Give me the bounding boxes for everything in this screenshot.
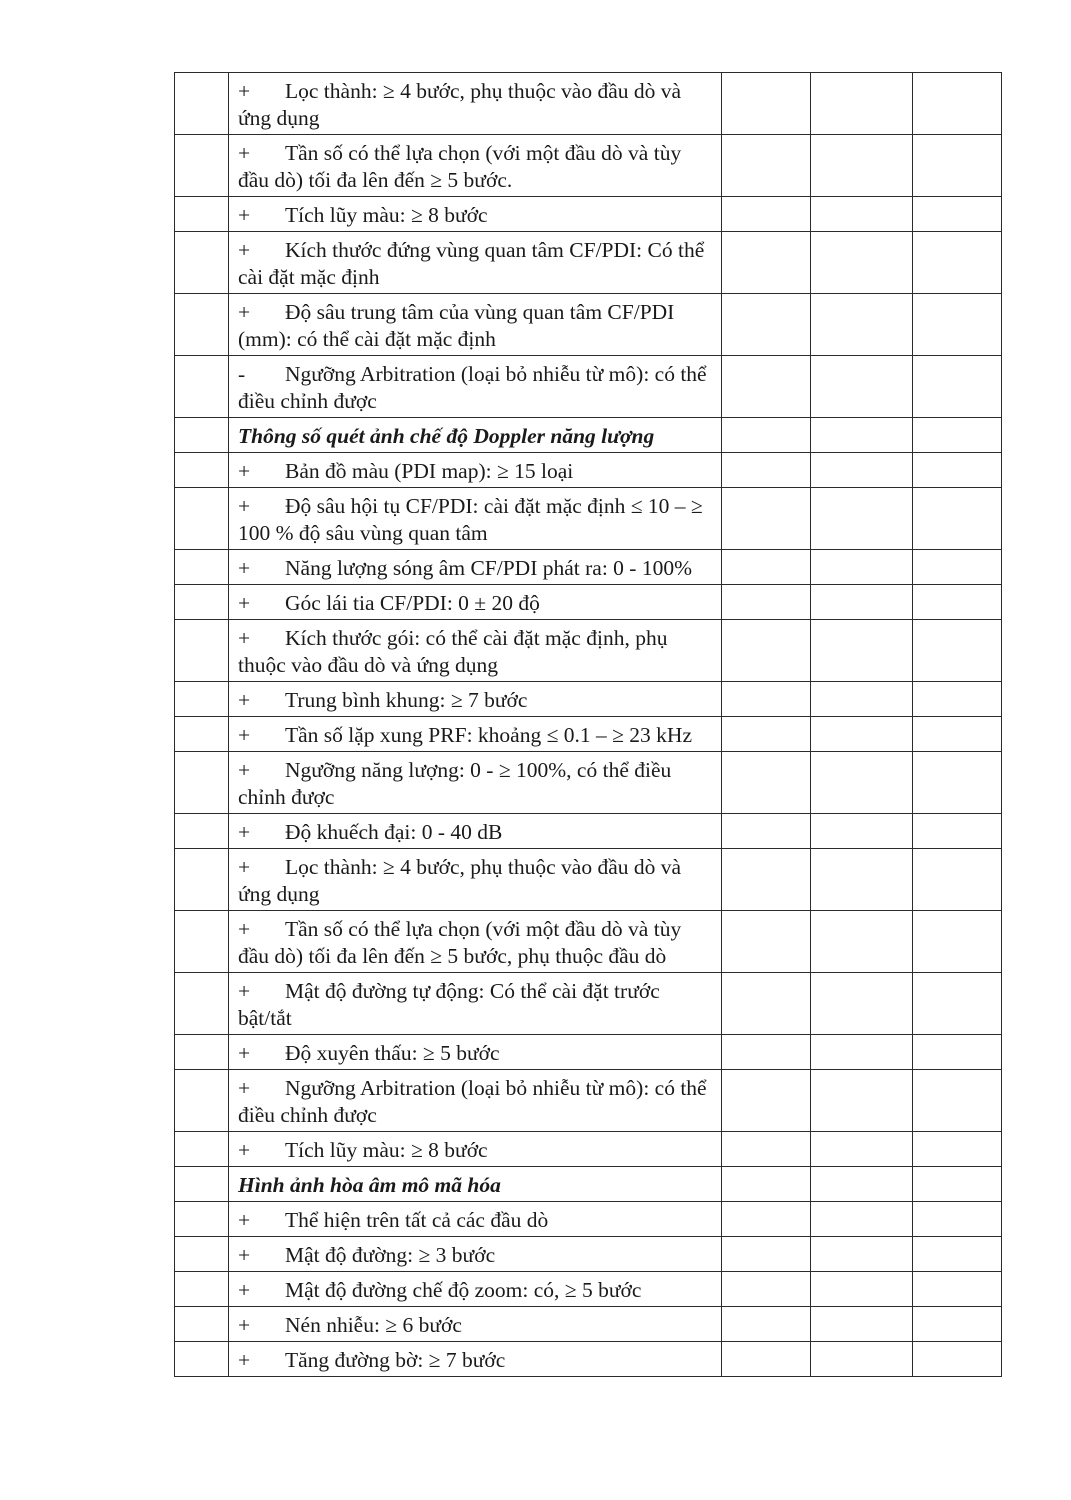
response-cell [722,197,811,232]
spec-row [175,356,1002,418]
spec-row [175,585,1002,620]
spec-text: Tần số có thể lựa chọn (với một đầu dò và tùy đầu dò) tối đa lên đến ≥ 5 bước, phụ thuộc đầu dò [238,917,682,968]
spec-cell [229,1307,722,1342]
note-cell [913,620,1002,682]
spec-row [175,620,1002,682]
spec-row [175,73,1002,135]
bullet-mark: + [238,556,251,580]
spec-row [175,232,1002,294]
bullet-mark: + [238,1313,251,1337]
spec-text: Trung bình khung: ≥ 7 bước [285,688,528,712]
response-cell [722,1070,811,1132]
row-number-cell [175,620,229,682]
row-number-cell [175,418,229,453]
spec-text: Lọc thành: ≥ 4 bước, phụ thuộc vào đầu dò và ứng dụng [238,79,682,130]
spec-text: Góc lái tia CF/PDI: 0 ± 20 độ [285,591,540,615]
row-number-cell [175,73,229,135]
spec-row [175,849,1002,911]
row-number-cell [175,752,229,814]
note-cell [913,1035,1002,1070]
row-number-cell [175,1237,229,1272]
row-number-cell [175,1070,229,1132]
row-number-cell [175,1167,229,1202]
note-cell [913,232,1002,294]
spec-row [175,294,1002,356]
spec-text: Độ sâu trung tâm của vùng quan tâm CF/PDI (mm): có thể cài đặt mặc định [238,300,675,351]
row-number-cell [175,1342,229,1377]
spec-row [175,1070,1002,1132]
bullet-mark: + [238,1243,251,1267]
spec-cell [229,550,722,585]
bullet-mark: + [238,626,251,650]
response-cell [722,1342,811,1377]
evaluation-cell [811,550,913,585]
evaluation-cell [811,752,913,814]
spec-text: Tần số có thể lựa chọn (với một đầu dò và tùy đầu dò) tối đa lên đến ≥ 5 bước. [238,141,682,192]
row-number-cell [175,356,229,418]
row-number-cell [175,232,229,294]
spec-cell [229,682,722,717]
bullet-mark: + [238,688,251,712]
spec-text: Độ khuếch đại: 0 - 40 dB [285,820,503,844]
note-cell [913,814,1002,849]
response-cell [722,1167,811,1202]
spec-cell [229,1237,722,1272]
section-heading: Hình ảnh hòa âm mô mã hóa [229,1167,722,1202]
bullet-mark: + [238,238,251,262]
row-number-cell [175,1035,229,1070]
section-heading: Thông số quét ảnh chế độ Doppler năng lượng [229,418,722,453]
response-cell [722,814,811,849]
spec-row [175,1237,1002,1272]
spec-row [175,973,1002,1035]
response-cell [722,1132,811,1167]
response-cell [722,752,811,814]
note-cell [913,1202,1002,1237]
spec-table-body [175,73,1002,1377]
spec-cell [229,1035,722,1070]
spec-row [175,1342,1002,1377]
spec-row [175,717,1002,752]
response-cell [722,356,811,418]
response-cell [722,488,811,550]
note-cell [913,849,1002,911]
bullet-mark: + [238,203,251,227]
row-number-cell [175,814,229,849]
spec-row [175,814,1002,849]
spec-cell [229,1202,722,1237]
evaluation-cell [811,488,913,550]
response-cell [722,232,811,294]
spec-text: Mật độ đường tự động: Có thể cài đặt trước bật/tắt [238,979,660,1030]
response-cell [722,294,811,356]
spec-row [175,682,1002,717]
evaluation-cell [811,1035,913,1070]
bullet-mark: + [238,459,251,483]
note-cell [913,973,1002,1035]
spec-cell [229,620,722,682]
spec-row [175,1035,1002,1070]
bullet-mark: + [238,591,251,615]
evaluation-cell [811,1307,913,1342]
response-cell [722,1202,811,1237]
bullet-mark: + [238,820,251,844]
spec-cell [229,717,722,752]
response-cell [722,73,811,135]
bullet-mark: + [238,300,251,324]
spec-row [175,1272,1002,1307]
evaluation-cell [811,973,913,1035]
evaluation-cell [811,849,913,911]
spec-text: Ngưỡng Arbitration (loại bỏ nhiễu từ mô): có thể điều chỉnh được [238,362,707,413]
bullet-mark: + [238,723,251,747]
row-number-cell [175,294,229,356]
spec-text: Độ sâu hội tụ CF/PDI: cài đặt mặc định ≤ 10 – ≥ 100 % độ sâu vùng quan tâm [238,494,703,545]
spec-cell [229,197,722,232]
spec-cell [229,1342,722,1377]
spec-text: Tần số lặp xung PRF: khoảng ≤ 0.1 – ≥ 23 kHz [285,723,692,747]
evaluation-cell [811,620,913,682]
spec-cell [229,973,722,1035]
note-cell [913,911,1002,973]
spec-text: Mật độ đường: ≥ 3 bước [285,1243,496,1267]
row-number-cell [175,197,229,232]
row-number-cell [175,973,229,1035]
response-cell [722,849,811,911]
response-cell [722,135,811,197]
spec-cell [229,585,722,620]
section-heading-row [175,1167,1002,1202]
response-cell [722,973,811,1035]
row-number-cell [175,135,229,197]
evaluation-cell [811,1070,913,1132]
spec-text: Độ xuyên thấu: ≥ 5 bước [285,1041,500,1065]
row-number-cell [175,453,229,488]
note-cell [913,356,1002,418]
evaluation-cell [811,585,913,620]
note-cell [913,418,1002,453]
spec-cell [229,1132,722,1167]
evaluation-cell [811,911,913,973]
row-number-cell [175,682,229,717]
evaluation-cell [811,1167,913,1202]
row-number-cell [175,717,229,752]
note-cell [913,197,1002,232]
note-cell [913,1342,1002,1377]
spec-text: Nén nhiễu: ≥ 6 bước [285,1313,462,1337]
note-cell [913,135,1002,197]
spec-cell [229,453,722,488]
response-cell [722,1307,811,1342]
bullet-mark: + [238,979,251,1003]
note-cell [913,294,1002,356]
bullet-mark: + [238,855,251,879]
bullet-mark: + [238,917,251,941]
spec-row [175,453,1002,488]
bullet-mark: - [238,362,246,386]
evaluation-cell [811,356,913,418]
spec-cell [229,814,722,849]
row-number-cell [175,1202,229,1237]
response-cell [722,717,811,752]
evaluation-cell [811,1132,913,1167]
spec-text: Ngưỡng Arbitration (loại bỏ nhiễu từ mô): có thể điều chỉnh được [238,1076,707,1127]
evaluation-cell [811,1202,913,1237]
note-cell [913,1307,1002,1342]
evaluation-cell [811,1272,913,1307]
spec-row [175,1202,1002,1237]
evaluation-cell [811,232,913,294]
note-cell [913,752,1002,814]
spec-table [174,72,1002,1377]
row-number-cell [175,550,229,585]
row-number-cell [175,1307,229,1342]
spec-row [175,752,1002,814]
spec-cell [229,73,722,135]
response-cell [722,453,811,488]
spec-cell [229,1070,722,1132]
note-cell [913,73,1002,135]
evaluation-cell [811,453,913,488]
spec-cell [229,135,722,197]
spec-text: Năng lượng sóng âm CF/PDI phát ra: 0 - 100% [285,556,692,580]
spec-cell [229,911,722,973]
note-cell [913,717,1002,752]
evaluation-cell [811,197,913,232]
spec-row [175,488,1002,550]
spec-cell [229,356,722,418]
note-cell [913,1237,1002,1272]
note-cell [913,488,1002,550]
spec-text: Bản đồ màu (PDI map): ≥ 15 loại [285,459,574,483]
evaluation-cell [811,1342,913,1377]
bullet-mark: + [238,494,251,518]
note-cell [913,550,1002,585]
note-cell [913,1132,1002,1167]
spec-row [175,1307,1002,1342]
bullet-mark: + [238,1041,251,1065]
spec-text: Lọc thành: ≥ 4 bước, phụ thuộc vào đầu dò và ứng dụng [238,855,682,906]
spec-row [175,550,1002,585]
spec-text: Ngưỡng năng lượng: 0 - ≥ 100%, có thể điều chỉnh được [238,758,672,809]
spec-text: Kích thước đứng vùng quan tâm CF/PDI: Có thể cài đặt mặc định [238,238,705,289]
note-cell [913,1167,1002,1202]
response-cell [722,911,811,973]
bullet-mark: + [238,1278,251,1302]
spec-row [175,197,1002,232]
bullet-mark: + [238,1138,251,1162]
spec-text: Tăng đường bờ: ≥ 7 bước [285,1348,506,1372]
row-number-cell [175,849,229,911]
spec-cell [229,752,722,814]
response-cell [722,1035,811,1070]
bullet-mark: + [238,1076,251,1100]
row-number-cell [175,911,229,973]
spec-text: Tích lũy màu: ≥ 8 bước [285,1138,488,1162]
spec-text: Kích thước gói: có thể cài đặt mặc định, phụ thuộc vào đầu dò và ứng dụng [238,626,668,677]
spec-row [175,135,1002,197]
response-cell [722,1272,811,1307]
evaluation-cell [811,814,913,849]
response-cell [722,550,811,585]
note-cell [913,453,1002,488]
row-number-cell [175,585,229,620]
evaluation-cell [811,73,913,135]
section-heading-row [175,418,1002,453]
note-cell [913,585,1002,620]
response-cell [722,1237,811,1272]
bullet-mark: + [238,79,251,103]
spec-text: Mật độ đường chế độ zoom: có, ≥ 5 bước [285,1278,642,1302]
note-cell [913,1272,1002,1307]
spec-cell [229,488,722,550]
evaluation-cell [811,294,913,356]
spec-row [175,911,1002,973]
spec-cell [229,1272,722,1307]
spec-cell [229,232,722,294]
evaluation-cell [811,135,913,197]
spec-text: Thể hiện trên tất cả các đầu dò [285,1208,549,1232]
note-cell [913,682,1002,717]
spec-text: Tích lũy màu: ≥ 8 bước [285,203,488,227]
evaluation-cell [811,1237,913,1272]
evaluation-cell [811,418,913,453]
bullet-mark: + [238,141,251,165]
evaluation-cell [811,682,913,717]
row-number-cell [175,1132,229,1167]
response-cell [722,585,811,620]
response-cell [722,418,811,453]
response-cell [722,682,811,717]
evaluation-cell [811,717,913,752]
bullet-mark: + [238,1208,251,1232]
response-cell [722,620,811,682]
row-number-cell [175,488,229,550]
row-number-cell [175,1272,229,1307]
spec-cell [229,294,722,356]
bullet-mark: + [238,758,251,782]
spec-cell [229,849,722,911]
spec-row [175,1132,1002,1167]
note-cell [913,1070,1002,1132]
bullet-mark: + [238,1348,251,1372]
